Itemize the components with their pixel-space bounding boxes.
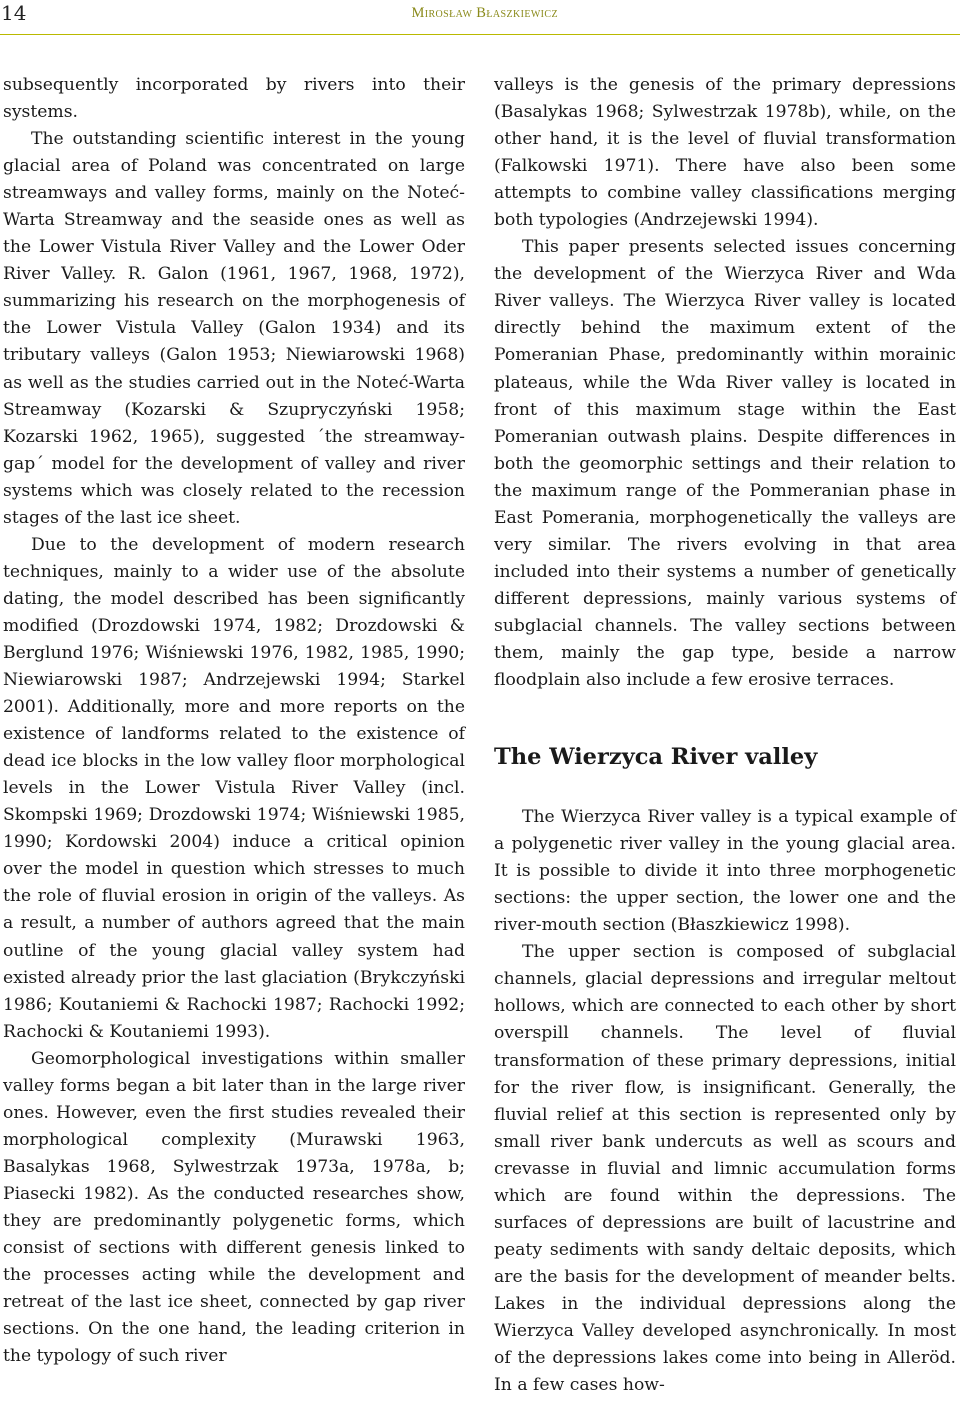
paragraph: subsequently incorporated by rivers into their systems. bbox=[3, 75, 465, 123]
paragraph: valleys is the genesis of the primary depressions (Basalykas 1968; Sylwestrzak 1978b), while, on the other hand, it is the level of fluvial transformation (Falkowski 1971). There have also been some attempts to combine valley classifications merging both typologies (Andrzejewski 1994). bbox=[494, 75, 956, 231]
paragraph: The upper section is composed of subglacial channels, glacial depressions and irregular meltout hollows, which are connected to each other by short overspill channels. The level of fluvial transformation of these primary depressions, initial for the river flow, is insignificant. Generally, the fluvial relief at this section is represented only by small river bank undercuts as well as scours and crevasse in fluvial and limnic accumulation forms which are found within the depressions. The surfaces of depressions are built of lacustrine and peaty sediments with sandy deltaic deposits, which are the basis for the development of meander belts. Lakes in the individual depressions along the Wierzyca Valley developed asynchronically. In most of the depressions lakes come into being in Alleröd. In a few cases how- bbox=[494, 942, 956, 1396]
left-column bbox=[3, 72, 465, 1370]
running-header bbox=[0, 0, 960, 35]
paragraph: The Wierzyca River valley is a typical example of a polygenetic river valley in the young glacial area. It is possible to divide it into three morphogenetic sections: the upper section, the lower one and the river-mouth section (Błaszkiewicz 1998). bbox=[494, 807, 956, 936]
running-author: Mirosław Błaszkiewicz bbox=[411, 5, 558, 21]
paragraph: The outstanding scientific interest in the young glacial area of Poland was concentrated on large streamways and valley forms, mainly on the Noteć-Warta Streamway and the seaside ones as well as the Lower Vistula River Valley and the Lower Oder River Valley. R. Galon (1961, 1967, 1968, 1972), summarizing his research on the morphogenesis of the Lower Vistula Valley (Galon 1934) and its tributary valleys (Galon 1953; Niewiarowski 1968) as well as the studies carried out in the Noteć-Warta Streamway (Kozarski & Szupryczyński 1958; Kozarski 1962, 1965), suggested ´the streamway-gap´ model for the development of valley and river systems which was closely related to the recession stages of the last ice sheet. bbox=[3, 129, 465, 528]
paragraph: Geomorphological investigations within smaller valley forms began a bit later than in the large river ones. However, even the first studies revealed their morphological complexity (Murawski 1963, Basalykas 1968, Sylwestrzak 1973a, 1978a, b; Piasecki 1982). As the conducted researches show, they are predominantly polygenetic forms, which consist of sections with different genesis linked to the processes acting while the development and retreat of the last ice sheet, connected by gap river sections. On the one hand, the leading criterion in the typology of such river bbox=[3, 1048, 465, 1367]
paragraph: This paper presents selected issues concerning the development of the Wierzyca River and Wda River valleys. The Wierzyca River valley is located directly behind the maximum extent of the Pomeranian Phase, predominantly within morainic plateaus, while the Wda River valley is located in front of this maximum stage within the East Pomeranian outwash plains. Despite differences in both the geomorphic settings and their relation to the maximum range of the Pommeranian phase in East Pomerania, morphogenetically the valleys are very similar. The rivers evolving in that area included into their systems a number of genetically different depressions, mainly various systems of subglacial channels. The valley sections between them, mainly the gap type, beside a narrow floodplain also include a few erosive terraces. bbox=[494, 237, 956, 691]
page-number: 14 bbox=[1, 1, 27, 25]
right-column bbox=[494, 72, 956, 1399]
section-heading: The Wierzyca River valley bbox=[494, 744, 818, 771]
paragraph: Due to the development of modern research techniques, mainly to a wider use of the absolute dating, the model described has been significantly modified (Drozdowski 1974, 1982; Drozdowski & Berglund 1976; Wiśniewski 1976, 1982, 1985, 1990; Niewiarowski 1987; Andrzejewski 1994; Starkel 2001). Additionally, more and more reports on the existence of landforms related to the existence of dead ice blocks in the low valley floor morphological levels in the Lower Vistula River Valley (incl. Skompski 1969; Drozdowski 1974; Wiśniewski 1985, 1990; Kordowski 2004) induce a critical opinion over the model in question which stresses to much the role of fluvial erosion in origin of the valleys. As a result, a number of authors agreed that the main outline of the young glacial valley system had existed already prior the last glaciation (Brykczyński 1986; Koutaniemi & Rachocki 1987; Rachocki 1992; Rachocki & Koutaniemi 1993). bbox=[3, 534, 465, 1042]
